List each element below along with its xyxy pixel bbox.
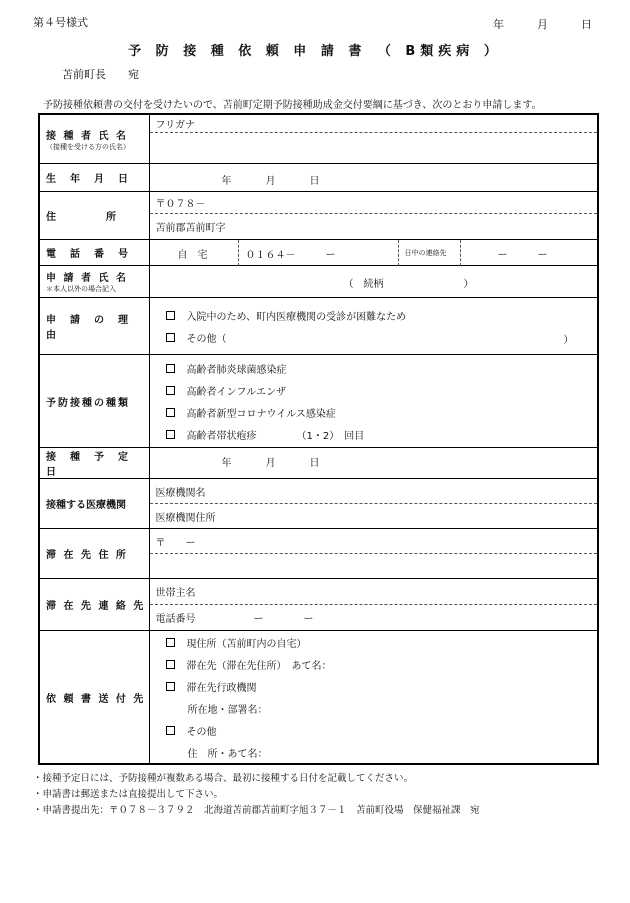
row-applicant — [39, 266, 598, 298]
householder-label: 世帯主名 — [155, 588, 196, 599]
patient-name-input[interactable] — [150, 133, 598, 163]
phone-divider-2 — [398, 240, 399, 266]
clinic-name-line[interactable] — [150, 479, 598, 504]
send-other-sub[interactable] — [150, 741, 598, 763]
stay-address-label: 滞 在 先 住 所 — [39, 529, 149, 579]
row-stay-contact — [39, 579, 598, 631]
phone-home-label: 自 宅 — [177, 250, 208, 261]
send-home-checkbox[interactable] — [166, 638, 175, 647]
vaccine-covid-label: 高齢者新型コロナウイルス感染症 — [186, 408, 336, 420]
send-home-label: 現住所（苫前町内の自宅） — [186, 638, 307, 650]
send-to-label: 依 頼 書 送 付 先 — [39, 631, 149, 765]
clinic-field[interactable] — [149, 479, 598, 529]
vaccine-option-influenza[interactable] — [150, 379, 598, 401]
vaccine-pneumococcal-label: 高齢者肺炎球菌感染症 — [186, 364, 287, 376]
phone-daytime-label: 日中の連絡先 — [404, 249, 447, 257]
clinic-label: 接種する医療機関 — [39, 479, 149, 529]
phone-daytime-number: ー ー — [497, 250, 548, 261]
householder-line[interactable] — [150, 579, 598, 605]
reason-other-close: ） — [563, 335, 574, 346]
birth-month: 月 — [265, 176, 276, 187]
row-vaccine — [39, 355, 598, 448]
vaccine-field — [149, 355, 598, 448]
send-government-sub[interactable] — [150, 697, 598, 719]
row-reason — [39, 298, 598, 355]
label-patient-name — [39, 114, 149, 164]
send-government-sub-label: 所在地・部署名： — [187, 704, 268, 716]
address-label: 住 所 — [39, 192, 149, 240]
stay-phone-line[interactable] — [150, 605, 598, 630]
row-send-to — [39, 631, 598, 765]
send-option-other[interactable] — [150, 719, 598, 741]
stay-contact-field[interactable] — [149, 579, 598, 631]
patient-name-label: 接 種 者 氏 名 — [46, 130, 128, 142]
send-other-checkbox[interactable] — [166, 726, 175, 735]
note-3: ・申請書提出先：〒０７８－３７９２ 北海道苫前郡苫前町字旭３７－１ 苫前町役場 保健福祉課 宛 — [33, 805, 480, 816]
row-birthdate — [39, 164, 598, 192]
addressee-name: 苫前町長 — [62, 68, 106, 81]
row-stay-address — [39, 529, 598, 579]
addressee-suffix: 宛 — [128, 68, 139, 81]
stay-postal-line[interactable] — [150, 529, 598, 554]
vaccine-option-pneumococcal[interactable] — [150, 357, 598, 379]
address-town: 苫前郡苫前町字 — [155, 222, 226, 234]
send-option-stay[interactable] — [150, 653, 598, 675]
vaccine-pneumococcal-checkbox[interactable] — [166, 364, 175, 373]
label-applicant — [39, 266, 149, 298]
stay-phone-dash: ー ー — [253, 614, 314, 625]
note-1: ・接種予定日には、予防接種が複数ある場合、最初に接種する日付を記載してください。 — [33, 773, 414, 784]
send-stay-label: 滞在先（滞在先住所） あて名： — [186, 660, 332, 672]
send-government-label: 滞在先行政機関 — [186, 682, 257, 694]
vaccine-label: 予防接種の種類 — [39, 355, 149, 448]
clinic-address-label: 医療機関住所 — [155, 512, 216, 524]
schedule-month: 月 — [265, 458, 276, 469]
send-stay-checkbox[interactable] — [166, 660, 175, 669]
birthdate-label: 生 年 月 日 — [39, 164, 149, 192]
header-date-day: 日 — [581, 18, 592, 31]
send-option-government[interactable] — [150, 675, 598, 697]
birth-year: 年 — [221, 176, 232, 187]
row-schedule — [39, 448, 598, 479]
row-phone — [39, 240, 598, 266]
patient-name-field[interactable] — [149, 114, 598, 164]
furigana-label: フリガナ — [155, 120, 195, 131]
phone-field[interactable] — [149, 240, 598, 266]
stay-phone-label: 電話番号 — [155, 614, 196, 625]
applicant-relation: （ 続柄 ） — [343, 279, 474, 290]
birthdate-field[interactable] — [149, 164, 598, 192]
row-address — [39, 192, 598, 240]
schedule-year: 年 — [221, 458, 232, 469]
send-option-home[interactable] — [150, 631, 598, 653]
vaccine-shingles-label: 高齢者帯状疱疹 — [186, 430, 257, 442]
send-other-label: その他 — [186, 726, 217, 738]
patient-name-sublabel: （接種を受ける方の氏名） — [46, 142, 130, 151]
send-other-sub-label: 住 所・あて名： — [187, 748, 268, 760]
send-government-checkbox[interactable] — [166, 682, 175, 691]
reason-hospital-label: 入院中のため、町内医療機関の受診が困難なため — [186, 311, 407, 323]
phone-divider-1 — [238, 240, 239, 266]
vaccine-option-shingles[interactable] — [150, 423, 598, 445]
applicant-sublabel: ＊本人以外の場合記入 — [46, 285, 116, 293]
vaccine-covid-checkbox[interactable] — [166, 408, 175, 417]
clinic-name-label: 医療機関名 — [155, 487, 206, 499]
reason-other-label: その他（ — [186, 333, 227, 345]
vaccine-influenza-checkbox[interactable] — [166, 386, 175, 395]
phone-home-number: ０１６４－ ー — [245, 250, 336, 261]
schedule-day: 日 — [309, 458, 320, 469]
reason-field — [149, 298, 598, 355]
reason-option-hospital[interactable] — [150, 304, 598, 326]
address-postal: 〒０７８－ — [155, 199, 206, 210]
address-field[interactable] — [149, 192, 598, 240]
row-clinic — [39, 479, 598, 529]
address-postal-line[interactable] — [150, 193, 598, 214]
stay-address-field[interactable] — [149, 529, 598, 579]
phone-divider-3 — [460, 240, 461, 266]
schedule-field[interactable] — [149, 448, 598, 479]
birth-day: 日 — [309, 176, 320, 187]
clinic-address-line[interactable] — [150, 504, 598, 528]
row-patient-name — [39, 114, 598, 164]
reason-label: 申 請 の 理 由 — [39, 298, 149, 355]
intro-text: 予防接種依頼書の交付を受けたいので、苫前町定期予防接種助成金交付要綱に基づき、次のとおり申請します。 — [43, 100, 542, 111]
applicant-field[interactable] — [149, 266, 598, 298]
stay-postal: 〒 ー — [155, 537, 196, 549]
vaccine-influenza-label: 高齢者インフルエンザ — [186, 386, 287, 398]
applicant-label: 申 請 者 氏 名 — [46, 273, 128, 284]
header-date-year: 年 — [493, 18, 504, 31]
document-title: 予 防 接 種 依 頼 申 請 書 （ B類疾病 ） — [128, 44, 502, 59]
reason-other-checkbox[interactable] — [166, 333, 175, 342]
furigana-line[interactable] — [150, 115, 598, 133]
send-to-field — [149, 631, 598, 765]
vaccine-option-covid[interactable] — [150, 401, 598, 423]
reason-hospital-checkbox[interactable] — [166, 311, 175, 320]
phone-label: 電 話 番 号 — [39, 240, 149, 266]
vaccine-shingles-checkbox[interactable] — [166, 430, 175, 439]
form-number: 第４号様式 — [33, 16, 88, 29]
schedule-label: 接 種 予 定 日 — [39, 448, 149, 479]
header-date-month: 月 — [537, 18, 548, 31]
address-town-line[interactable] — [150, 214, 598, 239]
note-2: ・申請書は郵送または直接提出して下さい。 — [33, 789, 224, 800]
reason-option-other[interactable] — [150, 326, 598, 348]
application-form-table — [38, 113, 599, 765]
stay-contact-label: 滞 在 先 連 絡 先 — [39, 579, 149, 631]
vaccine-shingles-dose: （1・2） 回目 — [296, 430, 365, 442]
